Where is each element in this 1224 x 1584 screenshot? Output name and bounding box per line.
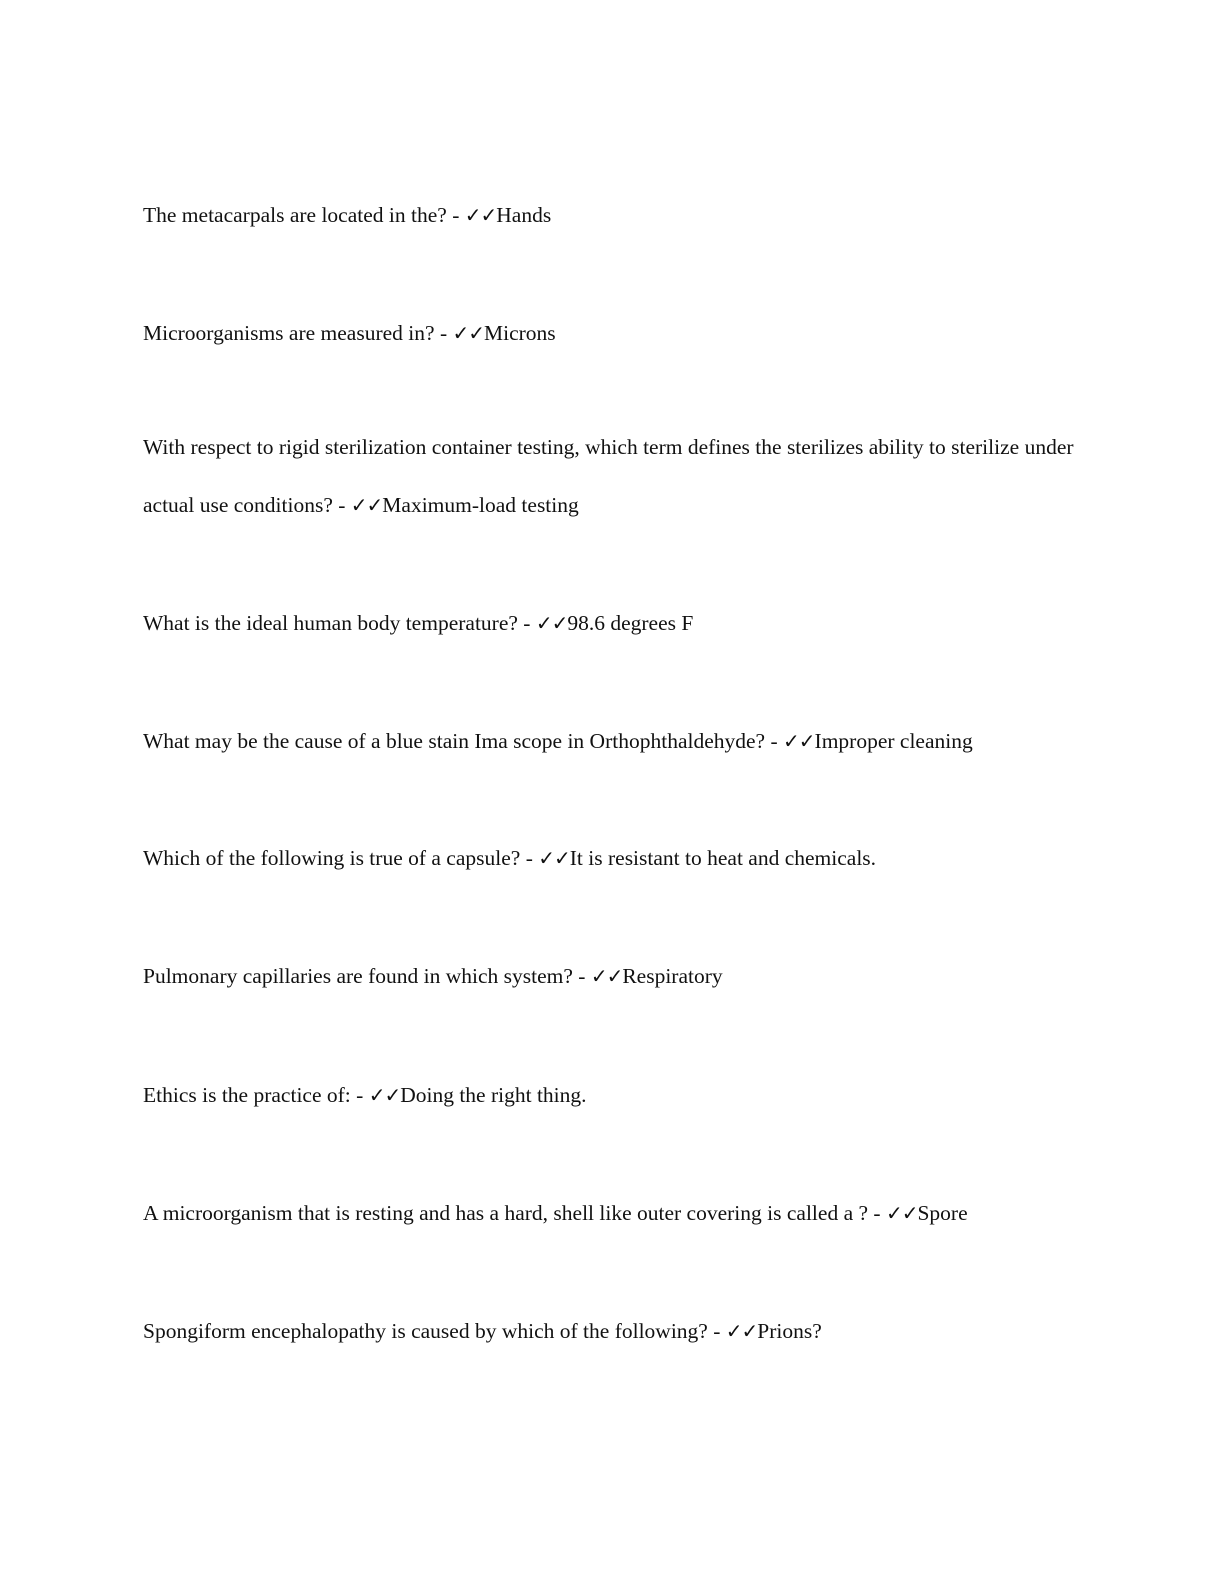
qa-item <box>143 186 1103 244</box>
question-text: Which of the following is true of a capsule? <box>143 846 521 870</box>
separator: - <box>572 964 591 988</box>
double-check-icon: ✓✓ <box>350 493 383 517</box>
qa-item <box>143 304 1103 362</box>
double-check-icon: ✓✓ <box>538 846 570 870</box>
double-check-icon: ✓✓ <box>464 203 497 227</box>
separator: - <box>520 846 539 870</box>
question-text: Pulmonary capillaries are found in which system? <box>143 964 573 988</box>
qa-item <box>143 712 1103 770</box>
answer-text: 98.6 degrees F <box>567 611 694 635</box>
separator: - <box>707 1319 726 1343</box>
answer-text: Respiratory <box>622 964 723 988</box>
qa-item <box>143 1184 1103 1242</box>
answer-text: Hands <box>496 203 552 227</box>
qa-item <box>143 1302 1103 1360</box>
double-check-icon: ✓✓ <box>535 611 568 635</box>
qa-item <box>143 1066 1103 1124</box>
double-check-icon: ✓✓ <box>452 321 484 345</box>
qa-item <box>143 418 1103 534</box>
separator: - <box>868 1201 886 1225</box>
question-text: Microorganisms are measured in? <box>143 321 435 345</box>
separator: - <box>350 1083 369 1107</box>
answer-text: Doing the right thing. <box>400 1083 587 1107</box>
answer-text: It is resistant to heat and chemicals. <box>569 846 877 870</box>
answer-text: Prions? <box>757 1319 822 1343</box>
double-check-icon: ✓✓ <box>725 1319 758 1343</box>
qa-item <box>143 829 1103 887</box>
separator: - <box>517 611 536 635</box>
qa-item <box>143 947 1103 1005</box>
answer-text: Maximum-load testing <box>382 493 579 517</box>
separator: - <box>434 321 453 345</box>
question-text: Ethics is the practice of: <box>143 1083 351 1107</box>
qa-item <box>143 594 1103 652</box>
question-text: What may be the cause of a blue stain Ima scope in Orthophthaldehyde? <box>143 729 766 753</box>
answer-text: Spore <box>917 1201 968 1225</box>
answer-text: Microns <box>484 321 556 345</box>
separator: - <box>446 203 465 227</box>
question-text: A microorganism that is resting and has a hard, shell like outer covering is called a ? <box>143 1201 869 1225</box>
double-check-icon: ✓✓ <box>885 1201 918 1225</box>
double-check-icon: ✓✓ <box>590 964 623 988</box>
separator: - <box>332 493 351 517</box>
question-text: The metacarpals are located in the? <box>143 203 447 227</box>
double-check-icon: ✓✓ <box>368 1083 401 1107</box>
separator: - <box>765 729 784 753</box>
question-text: Spongiform encephalopathy is caused by which of the following? <box>143 1319 708 1343</box>
question-text: What is the ideal human body temperature? <box>143 611 518 635</box>
answer-text: Improper cleaning <box>814 729 973 753</box>
double-check-icon: ✓✓ <box>783 729 815 753</box>
question-text: With respect to rigid sterilization container testing, which term defines the sterilizes ability to sterilize under actual use conditions? <box>143 435 1074 517</box>
